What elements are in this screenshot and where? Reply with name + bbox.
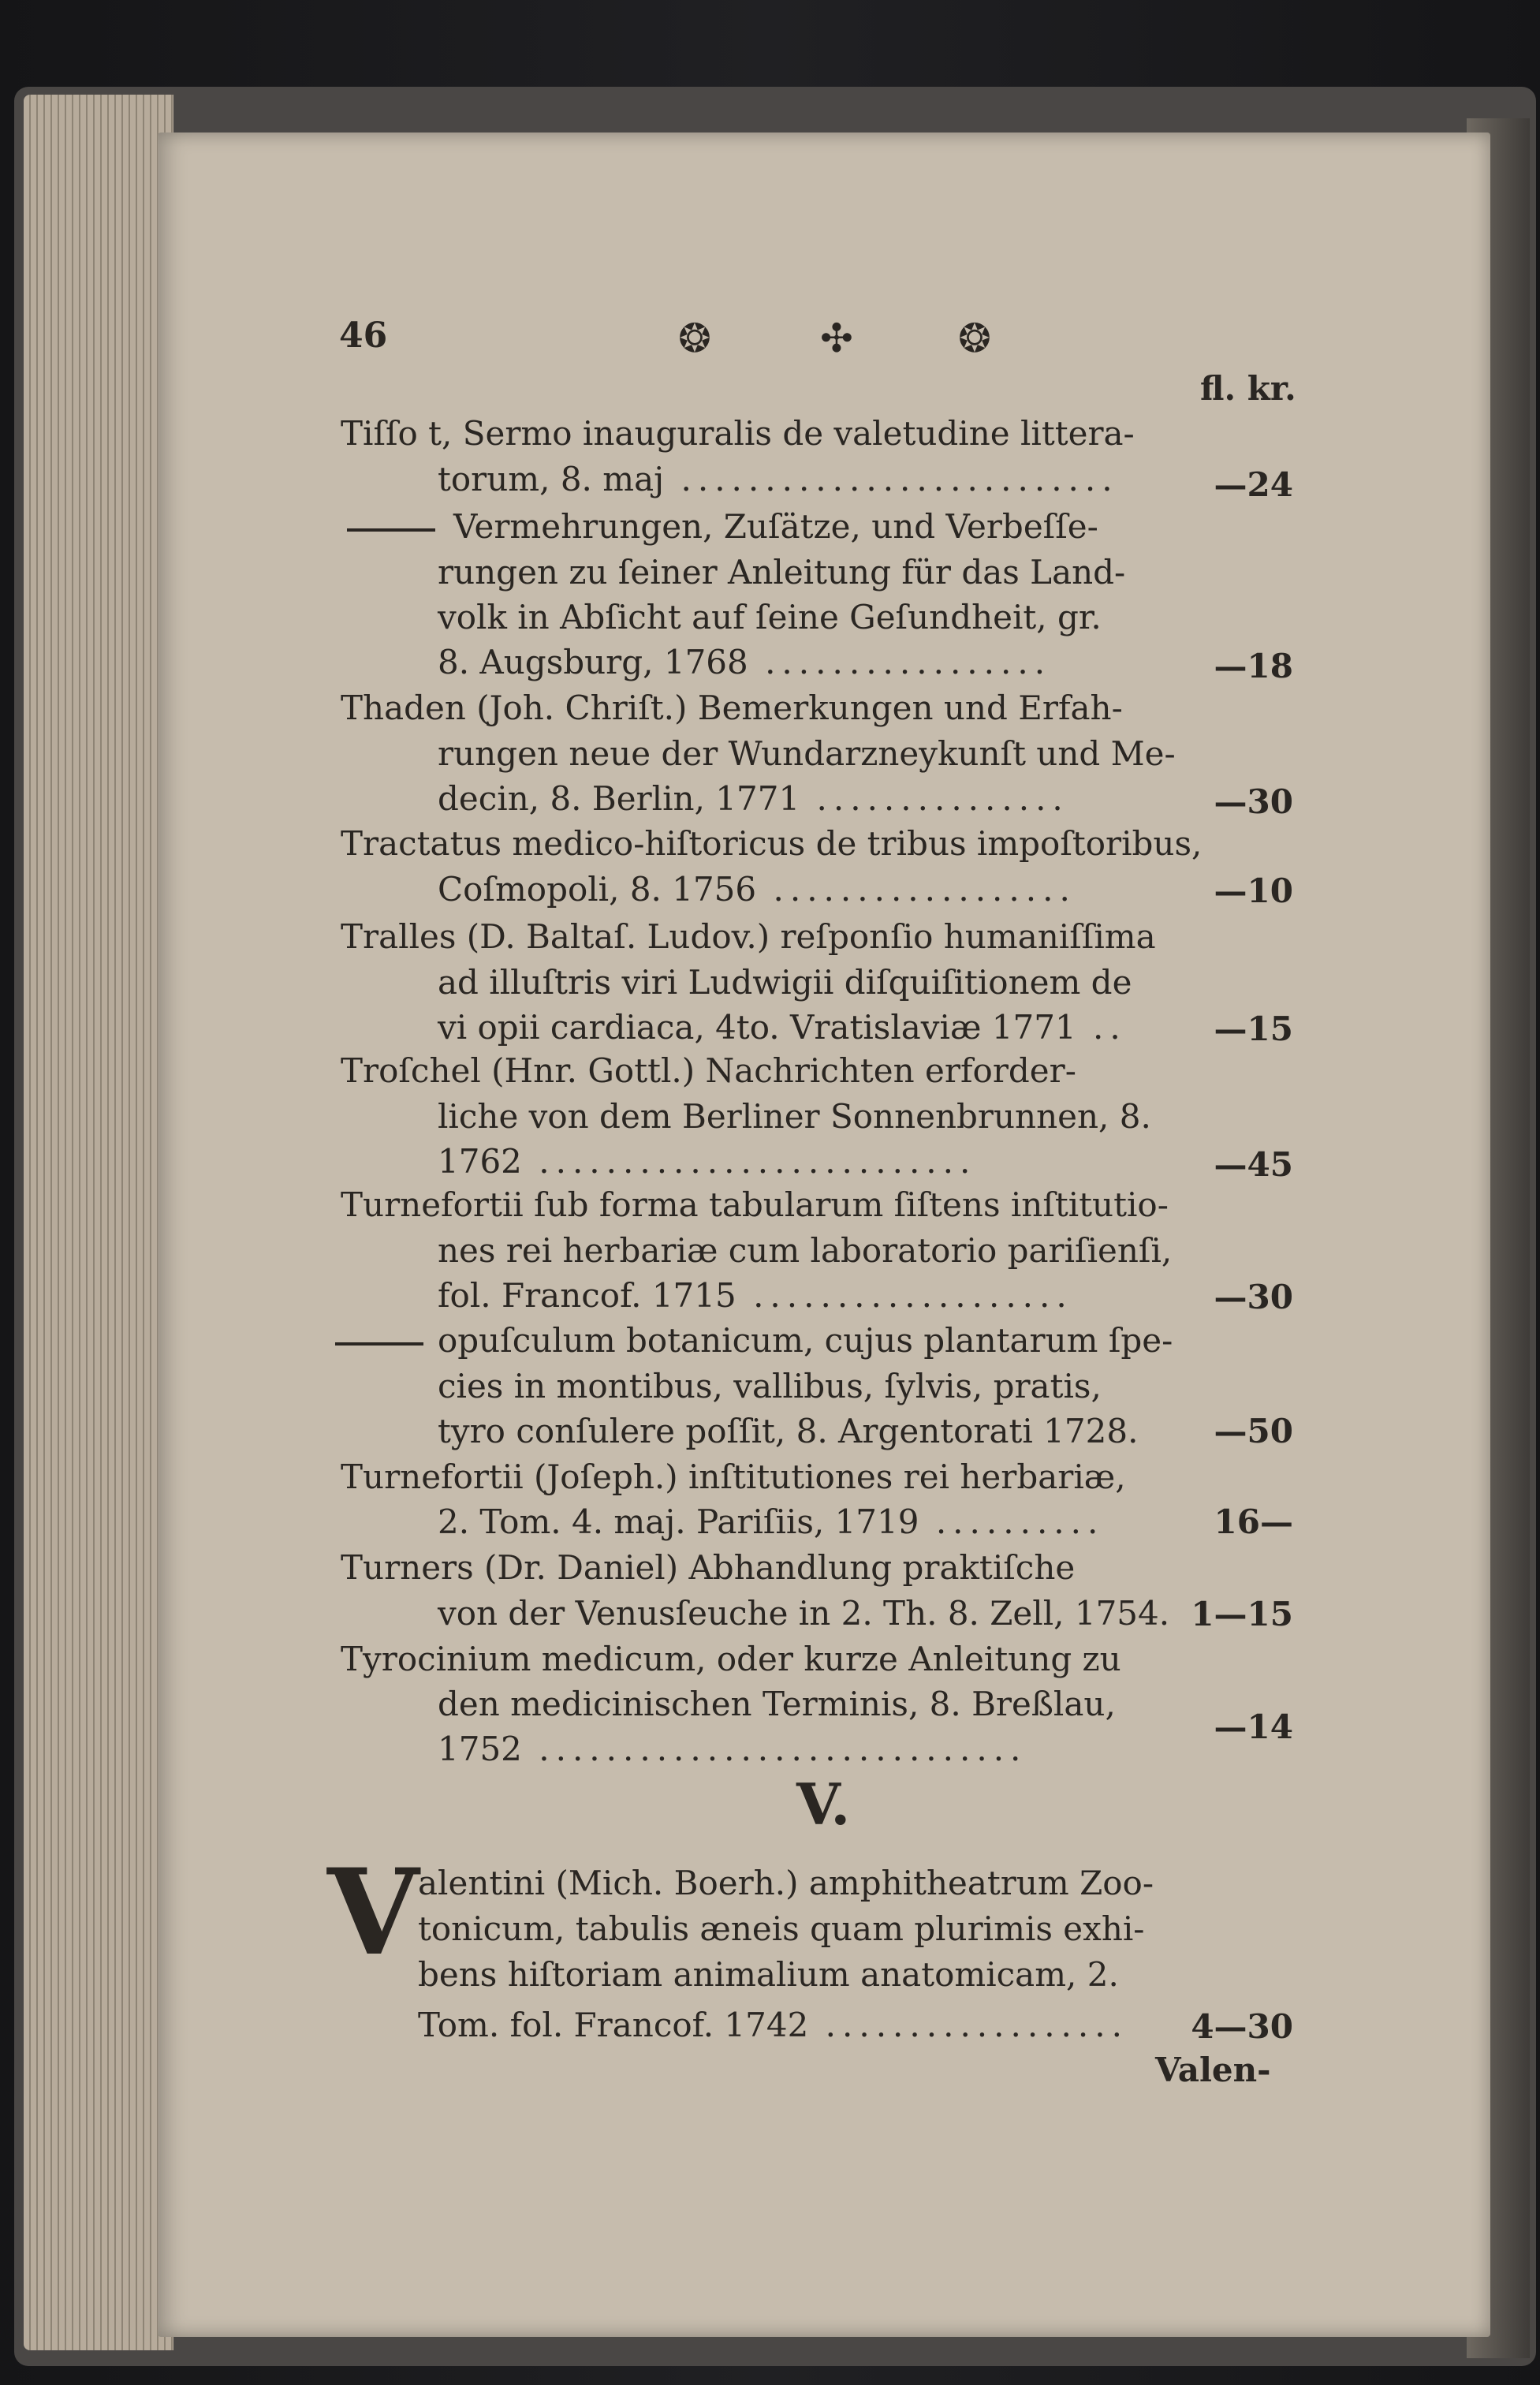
section-line: bens hiſtoriam animalium anatomicam, 2. — [418, 1955, 1119, 1994]
entry-price: 1—15 — [1191, 1595, 1293, 1633]
entry-line: Turners (Dr. Daniel) Abhandlung praktiſche — [341, 1548, 1076, 1587]
entry-line: Vermehrungen, Zuſätze, und Verbeſſe- — [453, 507, 1098, 546]
page-number: 46 — [339, 315, 388, 356]
entry-price: —15 — [1214, 1010, 1293, 1048]
section-line: tonicum, tabulis æneis quam plurimis exhi- — [418, 1909, 1145, 1948]
catchword: Valen- — [1155, 2051, 1271, 2089]
entry-price: 16— — [1214, 1502, 1293, 1541]
ornament-center-icon: ✣ — [820, 315, 853, 361]
entry-line: 1762 .......................... — [438, 1142, 977, 1181]
entry-line: Tractatus medico-hiſtoricus de tribus impoſtoribus, — [341, 824, 1203, 863]
entry-line: Turnefortii ſub forma tabularum ſiſtens inſtitutio- — [341, 1185, 1169, 1224]
entry-line: ad illuſtris viri Ludwigii diſquiſitionem de — [438, 963, 1132, 1002]
entry-line: fol. Francof. 1715 ................... — [438, 1276, 1073, 1315]
entry-line: 8. Augsburg, 1768 ................. — [438, 643, 1052, 681]
entry-line: vi opii cardiaca, 4to. Vratislaviæ 1771 .. — [438, 1008, 1127, 1047]
entry-line: Thaden (Joh. Chriſt.) Bemerkungen und Erfah- — [341, 689, 1123, 727]
section-line: alentini (Mich. Boerh.) amphitheatrum Zoo- — [418, 1864, 1154, 1902]
entry-price: —30 — [1214, 782, 1293, 821]
section-price: 4—30 — [1191, 2007, 1293, 2046]
entry-line: 1752 ............................. — [438, 1730, 1027, 1768]
ditto-dash — [347, 528, 435, 532]
entry-line: Turnefortii (Joſeph.) inſtitutiones rei herbariæ, — [341, 1458, 1126, 1496]
entry-price: —14 — [1214, 1708, 1293, 1746]
entry-line: cies in montibus, vallibus, ſylvis, pratis, — [438, 1367, 1102, 1405]
entry-line: Tiſſo t, Sermo inauguralis de valetudine littera- — [341, 414, 1135, 453]
entry-line: liche von dem Berliner Sonnenbrunnen, 8. — [438, 1097, 1151, 1136]
entry-price: —50 — [1214, 1412, 1293, 1450]
entry-line: volk in Abſicht auf ſeine Geſundheit, gr. — [438, 598, 1102, 636]
entry-line: nes rei herbariæ cum laboratorio pariſienſi, — [438, 1231, 1173, 1270]
ornament-left-icon: ❂ — [678, 315, 711, 361]
page-edges — [24, 95, 173, 2350]
entry-line: rungen neue der Wundarzneykunſt und Me- — [438, 734, 1176, 773]
entry-price: —24 — [1214, 465, 1293, 504]
entry-price: —18 — [1214, 647, 1293, 685]
entry-line: rungen zu ſeiner Anleitung für das Land- — [438, 553, 1126, 592]
entry-line: Coſmopoli, 8. 1756 .................. — [438, 870, 1076, 909]
ornament-right-icon: ❂ — [958, 315, 991, 361]
entry-price: —45 — [1214, 1145, 1293, 1184]
ditto-dash — [335, 1342, 423, 1346]
section-line: Tom. fol. Francof. 1742 .................. — [418, 2006, 1128, 2044]
entry-line: Tralles (D. Baltaſ. Ludov.) reſponſio humaniſſima — [341, 917, 1156, 956]
entry-line: tyro conſulere poſſit, 8. Argentorati 1728. — [438, 1412, 1139, 1450]
entry-line: opuſculum botanicum, cujus plantarum ſpe- — [438, 1321, 1173, 1360]
entry-line: Troſchel (Hnr. Gottl.) Nachrichten erforder- — [341, 1051, 1076, 1090]
section-heading: V. — [796, 1771, 851, 1838]
currency-header: fl. kr. — [1200, 369, 1296, 408]
entry-line: den medicinischen Terminis, 8. Breßlau, — [438, 1685, 1116, 1723]
entry-line: 2. Tom. 4. maj. Pariſiis, 1719 .......... — [438, 1502, 1105, 1541]
entry-line: Tyrocinium medicum, oder kurze Anleitung zu — [341, 1640, 1121, 1678]
entry-line: decin, 8. Berlin, 1771 ............... — [438, 779, 1069, 818]
entry-line: von der Venusſeuche in 2. Th. 8. Zell, 1754. — [438, 1594, 1170, 1633]
entry-price: —10 — [1214, 872, 1293, 910]
entry-line: torum, 8. maj .......................... — [438, 460, 1119, 498]
drop-cap: V — [327, 1843, 419, 1982]
entry-price: —30 — [1214, 1278, 1293, 1316]
